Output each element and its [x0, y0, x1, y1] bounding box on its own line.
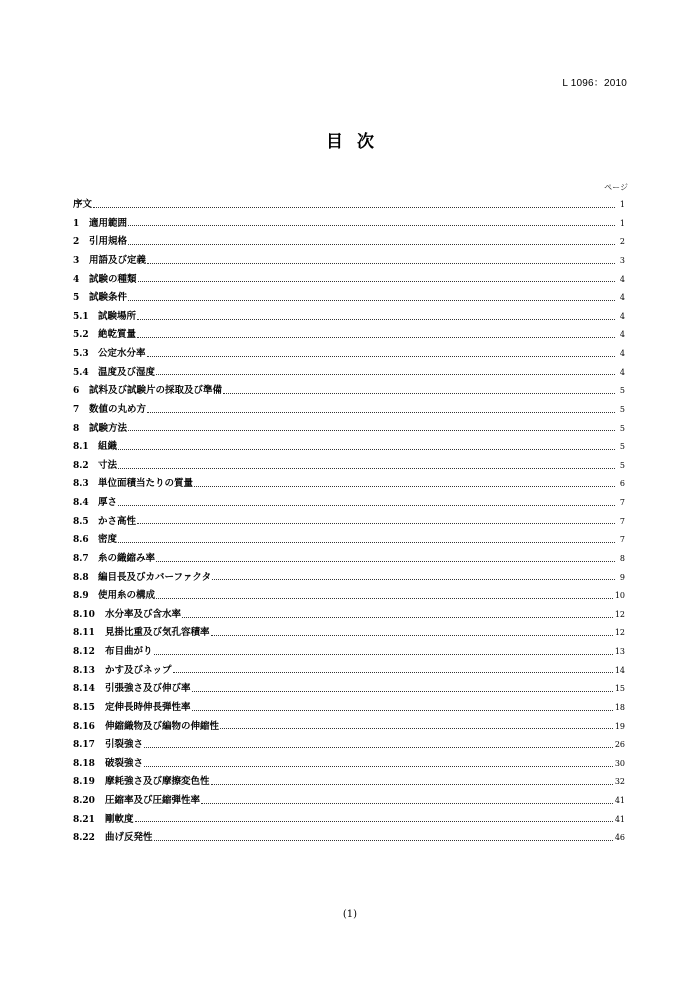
toc-leader-dots — [147, 412, 615, 413]
toc-entry[interactable] — [73, 662, 625, 681]
toc-entry-title: 用語及び定義 — [89, 254, 147, 266]
toc-entry-number: 8.22 — [73, 833, 95, 844]
toc-leader-dots — [138, 281, 615, 282]
toc-entry-number: 8.12 — [73, 647, 95, 657]
toc-leader-dots — [194, 486, 615, 487]
toc-entry-page: 46 — [614, 833, 625, 843]
toc-leader-dots — [135, 821, 613, 822]
toc-entry[interactable] — [73, 475, 625, 494]
toc-leader-dots — [192, 710, 613, 711]
toc-leader-dots — [137, 319, 615, 320]
toc-entry-number: 5.1 — [73, 311, 89, 322]
toc-entry-title: 試験場所 — [98, 310, 137, 322]
toc-entry-title: 組織 — [98, 441, 118, 453]
toc-entry-number: 8.10 — [73, 609, 95, 620]
toc-entry-page: 14 — [614, 665, 625, 675]
toc-entry-number: 1 — [73, 218, 80, 229]
toc-entry-number: 8.6 — [73, 535, 89, 546]
toc-entry-page: 26 — [614, 740, 625, 750]
toc-entry[interactable] — [73, 755, 625, 774]
toc-entry[interactable] — [73, 308, 625, 327]
toc-entry-page: 5 — [619, 460, 625, 470]
toc-entry-page: 4 — [619, 293, 625, 303]
toc-entry[interactable] — [73, 736, 625, 755]
toc-entry-number: 8.21 — [73, 814, 95, 825]
toc-entry[interactable] — [73, 364, 625, 383]
toc-leader-dots — [147, 356, 615, 357]
toc-leader-dots — [137, 523, 615, 524]
toc-entry[interactable] — [73, 606, 625, 625]
toc-entry-title: 試験の種類 — [89, 273, 137, 285]
toc-entry-number: 8.18 — [73, 758, 95, 769]
toc-leader-dots — [173, 672, 613, 673]
toc-entry-number: 8.11 — [73, 628, 95, 639]
toc-entry-number: 8.19 — [73, 777, 95, 788]
toc-entry[interactable] — [73, 792, 625, 811]
toc-leader-dots — [201, 803, 613, 804]
toc-entry[interactable] — [73, 457, 625, 476]
toc-leader-dots — [144, 766, 613, 767]
toc-entry-page: 6 — [619, 479, 625, 489]
toc-entry-page: 5 — [619, 423, 625, 433]
toc-leader-dots — [128, 244, 615, 245]
toc-entry-number: 8.5 — [73, 516, 89, 527]
toc-entry-title: 寸法 — [98, 459, 118, 471]
toc-entry[interactable] — [73, 289, 625, 308]
toc-entry-title: 単位面積当たりの質量 — [98, 478, 194, 490]
toc-entry-title: 摩耗強さ及び摩擦変色性 — [105, 776, 210, 788]
toc-entry[interactable] — [73, 326, 625, 345]
toc-entry-title: 試験方法 — [89, 422, 128, 434]
toc-leader-dots — [156, 598, 613, 599]
toc-entry-number: 8.7 — [73, 553, 89, 564]
toc-entry[interactable] — [73, 438, 625, 457]
toc-entry[interactable] — [73, 271, 625, 290]
toc-leader-dots — [212, 579, 615, 580]
toc-leader-dots — [211, 784, 613, 785]
toc-entry-page: 8 — [619, 553, 625, 563]
toc-entry-title: 水分率及び含水率 — [105, 608, 182, 620]
toc-entry-page: 13 — [614, 647, 625, 656]
toc-entry-page: 18 — [614, 702, 625, 712]
toc-entry-title: 試験条件 — [89, 292, 128, 304]
toc-entry-number: 4 — [73, 274, 80, 285]
toc-entry-number: 6 — [73, 386, 80, 397]
toc-entry[interactable] — [73, 624, 625, 643]
footer-page-number: (1) — [342, 909, 358, 920]
toc-entry-number: 8.13 — [73, 665, 95, 676]
toc-entry-number: 7 — [73, 404, 80, 415]
toc-entry-title: 使用糸の構成 — [98, 590, 156, 602]
toc-entry-title: 引用規格 — [89, 236, 128, 248]
toc-entry[interactable] — [73, 401, 625, 420]
toc-entry-number: 8.9 — [73, 591, 89, 602]
toc-entry-title: 圧縮率及び圧縮弾性率 — [105, 795, 201, 806]
toc-entry-title: 曲げ反発性 — [105, 832, 153, 844]
toc-entry-page: 1 — [619, 218, 625, 228]
page-column-label: ページ — [604, 183, 628, 192]
toc-entry-page: 41 — [614, 814, 625, 824]
toc-entry-page: 32 — [614, 777, 625, 787]
toc-leader-dots — [93, 207, 615, 208]
standard-number: L 1096：2010 — [562, 78, 627, 89]
toc-entry[interactable] — [73, 494, 625, 513]
toc-leader-dots — [223, 393, 615, 394]
toc-entry-page: 2 — [619, 237, 625, 247]
toc-leader-dots — [156, 561, 615, 562]
toc-leader-dots — [137, 337, 615, 338]
toc-entry[interactable] — [73, 420, 625, 439]
toc-leader-dots — [144, 747, 613, 748]
toc-entry-title: 剛軟度 — [105, 813, 134, 825]
toc-entry-number: 8 — [73, 423, 80, 434]
toc-entry-page: 4 — [619, 274, 625, 284]
toc-leader-dots — [154, 840, 613, 841]
toc-entry-page: 10 — [614, 591, 625, 601]
toc-entry-number: 8.3 — [73, 479, 89, 490]
toc-entry-number: 5 — [73, 293, 80, 304]
toc-entry[interactable] — [73, 811, 625, 830]
toc-leader-dots — [128, 300, 615, 301]
toc-entry-title: 序文 — [73, 199, 93, 210]
toc-entry-title: 布目曲がり — [105, 646, 153, 657]
toc-entry[interactable] — [73, 196, 625, 215]
toc-entry[interactable] — [73, 680, 625, 699]
toc-entry-title: 数値の丸め方 — [89, 403, 147, 415]
toc-entry-title: 適用範囲 — [89, 217, 128, 229]
toc-entry-title: 絶乾質量 — [98, 329, 137, 341]
toc-leader-dots — [128, 430, 615, 431]
toc-entry[interactable] — [73, 718, 625, 737]
toc-entry[interactable] — [73, 345, 625, 364]
toc-entry-page: 1 — [619, 200, 625, 209]
toc-entry-page: 30 — [614, 758, 625, 768]
toc-entry-title: 密度 — [98, 534, 118, 546]
toc-entry[interactable] — [73, 513, 625, 532]
toc-entry-number: 3 — [73, 255, 80, 266]
toc-entry-page: 4 — [619, 311, 625, 321]
toc-entry-title: 定伸長時伸長弾性率 — [105, 701, 191, 713]
toc-entry-number: 8.2 — [73, 460, 89, 471]
toc-entry-number: 5.3 — [73, 349, 89, 359]
toc-entry-page: 5 — [619, 386, 625, 396]
toc-leader-dots — [128, 225, 615, 226]
toc-entry-title: かさ高性 — [98, 515, 137, 527]
toc-entry-number: 8.16 — [73, 721, 95, 732]
toc-leader-dots — [156, 374, 615, 375]
toc-entry-page: 12 — [614, 609, 625, 619]
toc-entry-number: 5.2 — [73, 330, 89, 341]
toc-leader-dots — [192, 691, 613, 692]
toc-entry-number: 8.14 — [73, 684, 95, 695]
table-of-contents — [73, 196, 625, 848]
toc-entry-number: 2 — [73, 237, 80, 248]
toc-entry[interactable] — [73, 233, 625, 252]
toc-leader-dots — [154, 654, 613, 655]
toc-entry-page: 5 — [619, 442, 625, 452]
toc-entry[interactable] — [73, 829, 625, 848]
toc-entry-title: 引裂強さ — [105, 739, 144, 751]
toc-entry[interactable] — [73, 382, 625, 401]
toc-entry-title: 編目長及びカバーファクタ — [98, 571, 212, 583]
toc-entry[interactable] — [73, 215, 625, 234]
toc-entry-title: 試料及び試験片の採取及び準備 — [89, 385, 223, 397]
toc-entry-page: 7 — [619, 498, 625, 507]
toc-entry-number: 5.4 — [73, 367, 89, 378]
toc-entry-title: 破裂強さ — [105, 757, 144, 769]
toc-entry-page: 41 — [614, 796, 625, 805]
toc-leader-dots — [118, 542, 615, 543]
toc-entry-title: 温度及び湿度 — [98, 366, 156, 378]
toc-leader-dots — [220, 728, 613, 729]
toc-entry[interactable] — [73, 699, 625, 718]
toc-entry-title: 厚さ — [98, 497, 118, 508]
toc-entry-page: 19 — [614, 721, 625, 731]
toc-leader-dots — [118, 449, 615, 450]
toc-entry[interactable] — [73, 531, 625, 550]
toc-leader-dots — [147, 263, 615, 264]
toc-entry-page: 7 — [619, 516, 625, 526]
toc-leader-dots — [118, 505, 615, 506]
toc-entry-page: 3 — [619, 255, 625, 265]
toc-entry-title: 伸縮織物及び編物の伸縮性 — [105, 720, 220, 732]
toc-entry-title: 見掛比重及び気孔容積率 — [105, 627, 210, 639]
toc-entry-page: 7 — [619, 535, 625, 545]
toc-entry-number: 8.4 — [73, 498, 89, 508]
toc-leader-dots — [118, 468, 615, 469]
toc-entry-page: 5 — [619, 404, 625, 414]
toc-entry-number: 8.1 — [73, 442, 89, 453]
toc-entry-number: 8.17 — [73, 740, 95, 751]
toc-entry-title: 糸の織縮み率 — [98, 552, 156, 564]
toc-entry[interactable] — [73, 569, 625, 588]
toc-entry-title: かす及びネップ — [105, 664, 172, 676]
toc-entry-page: 4 — [619, 367, 625, 377]
toc-entry-title: 公定水分率 — [98, 348, 146, 359]
toc-entry-page: 4 — [619, 349, 625, 358]
toc-entry[interactable] — [73, 550, 625, 569]
toc-entry[interactable] — [73, 252, 625, 271]
toc-entry-page: 4 — [619, 330, 625, 340]
toc-entry[interactable] — [73, 587, 625, 606]
toc-leader-dots — [211, 635, 613, 636]
toc-entry-title: 引張強さ及び伸び率 — [105, 683, 191, 695]
toc-entry-number: 8.8 — [73, 572, 89, 583]
toc-entry[interactable] — [73, 773, 625, 792]
toc-entry-page: 15 — [614, 684, 625, 694]
toc-entry-page: 9 — [619, 572, 625, 582]
toc-entry-number: 8.15 — [73, 702, 95, 713]
toc-entry[interactable] — [73, 643, 625, 662]
toc-entry-page: 12 — [614, 628, 625, 638]
toc-entry-number: 8.20 — [73, 796, 95, 806]
toc-leader-dots — [182, 617, 613, 618]
page-title: 目次 — [326, 132, 388, 152]
